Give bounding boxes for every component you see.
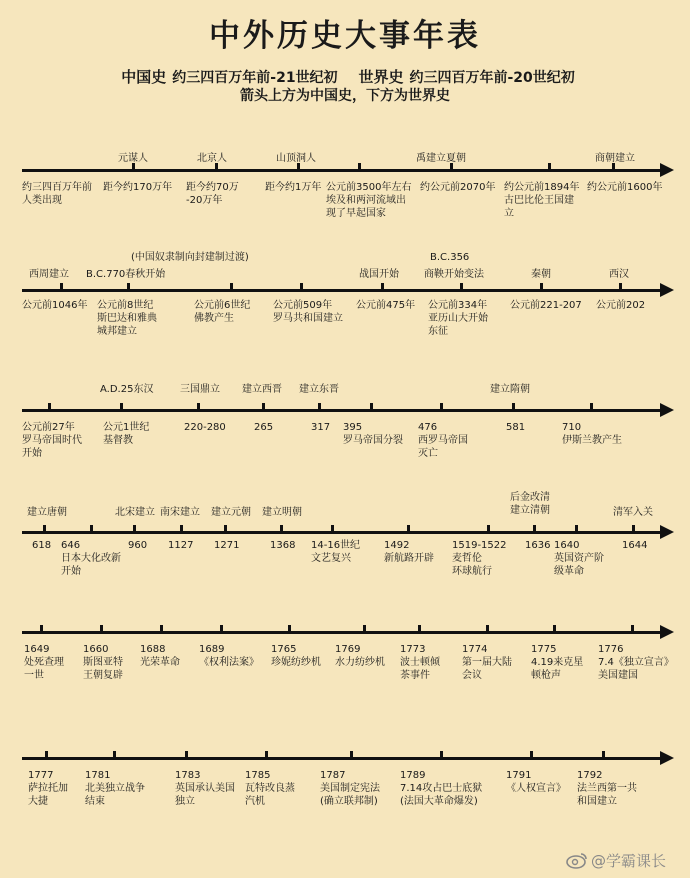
world-event-label: 1791 《人权宣言》 xyxy=(506,770,566,794)
timeline-tick xyxy=(265,751,268,758)
china-event-label: 北宋建立 xyxy=(115,507,155,518)
weibo-icon xyxy=(566,851,588,873)
world-event-label: 1787 美国制定宪法 (确立联邦制) xyxy=(320,770,380,807)
world-event-label: 公元前334年 亚历山大开始 东征 xyxy=(428,300,488,337)
china-event-label: A.D.25东汉 xyxy=(100,384,154,395)
timeline-tick xyxy=(350,751,353,758)
china-history-label: 中国史 xyxy=(121,68,167,86)
china-event-label: 西汉 xyxy=(609,269,629,280)
timeline-tick xyxy=(220,625,223,632)
timeline-tick xyxy=(127,283,130,290)
china-event-label: 禹建立夏朝 xyxy=(416,153,466,164)
world-event-label: 1649 处死查理 一世 xyxy=(24,644,64,681)
china-history-range: 约三四百万年前-21世纪初 xyxy=(172,70,338,86)
china-event-label: 建立唐朝 xyxy=(27,507,67,518)
timeline-tick xyxy=(180,525,183,532)
timeline-tick xyxy=(540,283,543,290)
world-event-label: 1688 光荣革命 xyxy=(140,644,180,668)
world-event-label: 公元前27年 罗马帝国时代 开始 xyxy=(22,422,82,459)
world-event-label: 距今约170万年 xyxy=(103,182,173,193)
timeline-tick xyxy=(185,751,188,758)
watermark xyxy=(566,850,666,873)
timeline-tick xyxy=(440,751,443,758)
china-event-label: 建立隋朝 xyxy=(490,384,530,395)
timeline-tick xyxy=(590,403,593,410)
china-event-label: 建立明朝 xyxy=(262,507,302,518)
watermark-text: @学霸课长 xyxy=(591,852,667,870)
china-event-label: 三国鼎立 xyxy=(180,384,220,395)
timeline-tick xyxy=(318,403,321,410)
world-event-label: 1785 瓦特改良蒸 汽机 xyxy=(245,770,295,807)
world-event-label: 1640 英国资产阶 级革命 xyxy=(554,540,604,577)
timeline-tick xyxy=(418,625,421,632)
timeline-tick xyxy=(197,403,200,410)
timeline-tick xyxy=(160,625,163,632)
world-event-label: 1792 法兰西第一共 和国建立 xyxy=(577,770,637,807)
timeline-tick xyxy=(280,525,283,532)
world-event-label: 1271 xyxy=(214,540,240,551)
china-event-label: 建立东晋 xyxy=(299,384,339,395)
world-event-label: 公元1世纪 基督教 xyxy=(103,422,150,446)
world-event-label: 1660 斯图亚特 王朝复辟 xyxy=(83,644,123,681)
timeline-tick xyxy=(631,625,634,632)
world-event-label: 公元前221-207 xyxy=(510,300,582,311)
china-event-label: 战国开始 xyxy=(359,269,399,280)
timeline-tick xyxy=(407,525,410,532)
china-event-label: 秦朝 xyxy=(531,269,551,280)
timeline-tick xyxy=(45,751,48,758)
timeline-tick xyxy=(100,625,103,632)
arrow-right-icon xyxy=(660,163,674,177)
timeline-tick xyxy=(224,525,227,532)
timeline-tick xyxy=(230,283,233,290)
arrow-right-icon xyxy=(660,283,674,297)
china-event-label: B.C.356 xyxy=(430,252,470,263)
timeline-tick xyxy=(440,403,443,410)
world-event-label: 1492 新航路开辟 xyxy=(384,540,434,564)
world-event-label: 约公元前2070年 xyxy=(420,182,496,193)
world-event-label: 公元前3500年左右 埃及和两河流域出 现了早起国家 xyxy=(326,182,412,219)
arrow-right-icon xyxy=(660,525,674,539)
arrow-right-icon xyxy=(660,751,674,765)
world-event-label: 1644 xyxy=(622,540,648,551)
arrow-right-icon xyxy=(660,625,674,639)
world-event-label: 公元前1046年 xyxy=(22,300,88,311)
china-event-label: 建立元朝 xyxy=(211,507,251,518)
china-event-label: 建立西晋 xyxy=(242,384,282,395)
world-event-label: 395 罗马帝国分裂 xyxy=(343,422,403,446)
timeline-tick xyxy=(381,283,384,290)
timeline-tick xyxy=(60,283,63,290)
timeline-tick xyxy=(370,403,373,410)
world-event-label: 1777 萨拉托加 大捷 xyxy=(28,770,68,807)
timeline-tick xyxy=(363,625,366,632)
world-event-label: 1368 xyxy=(270,540,296,551)
timeline-axis xyxy=(22,409,662,412)
world-event-label: 距今约70万 -20万年 xyxy=(186,182,239,206)
world-event-label: 960 xyxy=(128,540,148,551)
world-event-label: 618 xyxy=(32,540,52,551)
timeline-tick xyxy=(262,403,265,410)
timeline-tick xyxy=(602,751,605,758)
timeline-tick xyxy=(300,283,303,290)
china-event-label: 北京人 xyxy=(197,153,227,164)
world-event-label: 约三四百万年前 人类出现 xyxy=(22,182,92,206)
world-event-label: 1774 第一届大陆 会议 xyxy=(462,644,512,681)
world-event-label: 公元前8世纪 斯巴达和雅典 城邦建立 xyxy=(97,300,157,337)
world-event-label: 1781 北美独立战争 结束 xyxy=(85,770,145,807)
timeline-tick xyxy=(358,163,361,170)
china-event-label: 南宋建立 xyxy=(160,507,200,518)
world-event-label: 公元前6世纪 佛教产生 xyxy=(194,300,251,324)
world-event-label: 距今约1万年 xyxy=(265,182,322,193)
world-event-label: 1773 波士顿倾 茶事件 xyxy=(400,644,440,681)
world-event-label: 公元前509年 罗马共和国建立 xyxy=(273,300,343,324)
timeline-tick xyxy=(575,525,578,532)
world-event-label: 646 日本大化改新 开始 xyxy=(61,540,121,577)
world-event-label: 220-280 xyxy=(184,422,226,433)
world-event-label: 公元前475年 xyxy=(356,300,416,311)
china-event-label: 商鞅开始变法 xyxy=(424,269,484,280)
timeline-axis xyxy=(22,757,662,760)
world-event-label: 476 西罗马帝国 灭亡 xyxy=(418,422,468,459)
timeline-axis xyxy=(22,531,662,534)
china-event-label: 商朝建立 xyxy=(595,153,635,164)
world-event-label: 约公元前1894年 古巴比伦王国建 立 xyxy=(504,182,580,219)
timeline-tick xyxy=(487,525,490,532)
subtitle-ranges xyxy=(0,66,690,87)
page-title: 中外历史大事年表 xyxy=(209,18,481,54)
timeline-axis xyxy=(22,289,662,292)
world-event-label: 1776 7.4《独立宣言》 美国建国 xyxy=(598,644,674,681)
timeline-tick xyxy=(40,625,43,632)
timeline-axis xyxy=(22,169,662,172)
timeline-tick xyxy=(43,525,46,532)
china-event-label: 西周建立 xyxy=(29,269,69,280)
timeline-tick xyxy=(553,625,556,632)
china-event-label: 后金改清 建立清朝 xyxy=(510,492,550,516)
world-event-label: 710 伊斯兰教产生 xyxy=(562,422,622,446)
world-event-label: 1775 4.19来克星 顿枪声 xyxy=(531,644,584,681)
world-event-label: 1519-1522 麦哲伦 环球航行 xyxy=(452,540,507,577)
world-event-label: 1789 7.14攻占巴士底狱 (法国大革命爆发) xyxy=(400,770,483,807)
timeline-axis xyxy=(22,631,662,634)
world-event-label: 约公元前1600年 xyxy=(587,182,663,193)
china-event-label: (中国奴隶制向封建制过渡) xyxy=(131,252,249,263)
timeline-tick xyxy=(632,525,635,532)
timeline-tick xyxy=(533,525,536,532)
world-event-label: 1769 水力纺纱机 xyxy=(335,644,385,668)
timeline-tick xyxy=(90,525,93,532)
timeline-tick xyxy=(120,403,123,410)
china-event-label: 清军入关 xyxy=(613,507,653,518)
timeline-tick xyxy=(133,525,136,532)
timeline-tick xyxy=(113,751,116,758)
world-history-range: 约三四百万年前-20世纪初 xyxy=(409,70,575,86)
world-event-label: 317 xyxy=(311,422,331,433)
timeline-tick xyxy=(331,525,334,532)
world-event-label: 1636 xyxy=(525,540,551,551)
timeline-tick xyxy=(512,403,515,410)
timeline-tick xyxy=(619,283,622,290)
arrow-right-icon xyxy=(660,403,674,417)
subtitle-note: 箭头上方为中国史，下方为世界史 xyxy=(240,88,450,104)
world-event-label: 265 xyxy=(254,422,274,433)
timeline-tick xyxy=(288,625,291,632)
timeline-tick xyxy=(548,163,551,170)
world-event-label: 1127 xyxy=(168,540,194,551)
world-event-label: 1783 英国承认美国 独立 xyxy=(175,770,235,807)
world-event-label: 公元前202 xyxy=(596,300,646,311)
world-event-label: 581 xyxy=(506,422,526,433)
china-event-label: B.C.770春秋开始 xyxy=(86,269,166,280)
timeline-tick xyxy=(486,625,489,632)
china-event-label: 山顶洞人 xyxy=(276,153,316,164)
timeline-tick xyxy=(460,283,463,290)
timeline-tick xyxy=(48,403,51,410)
world-event-label: 1689 《权利法案》 xyxy=(199,644,259,668)
world-event-label: 1765 珍妮纺纱机 xyxy=(271,644,321,668)
world-event-label: 14-16世纪 文艺复兴 xyxy=(311,540,361,564)
china-event-label: 元谋人 xyxy=(118,153,148,164)
world-history-label: 世界史 xyxy=(358,68,404,86)
timeline-tick xyxy=(530,751,533,758)
